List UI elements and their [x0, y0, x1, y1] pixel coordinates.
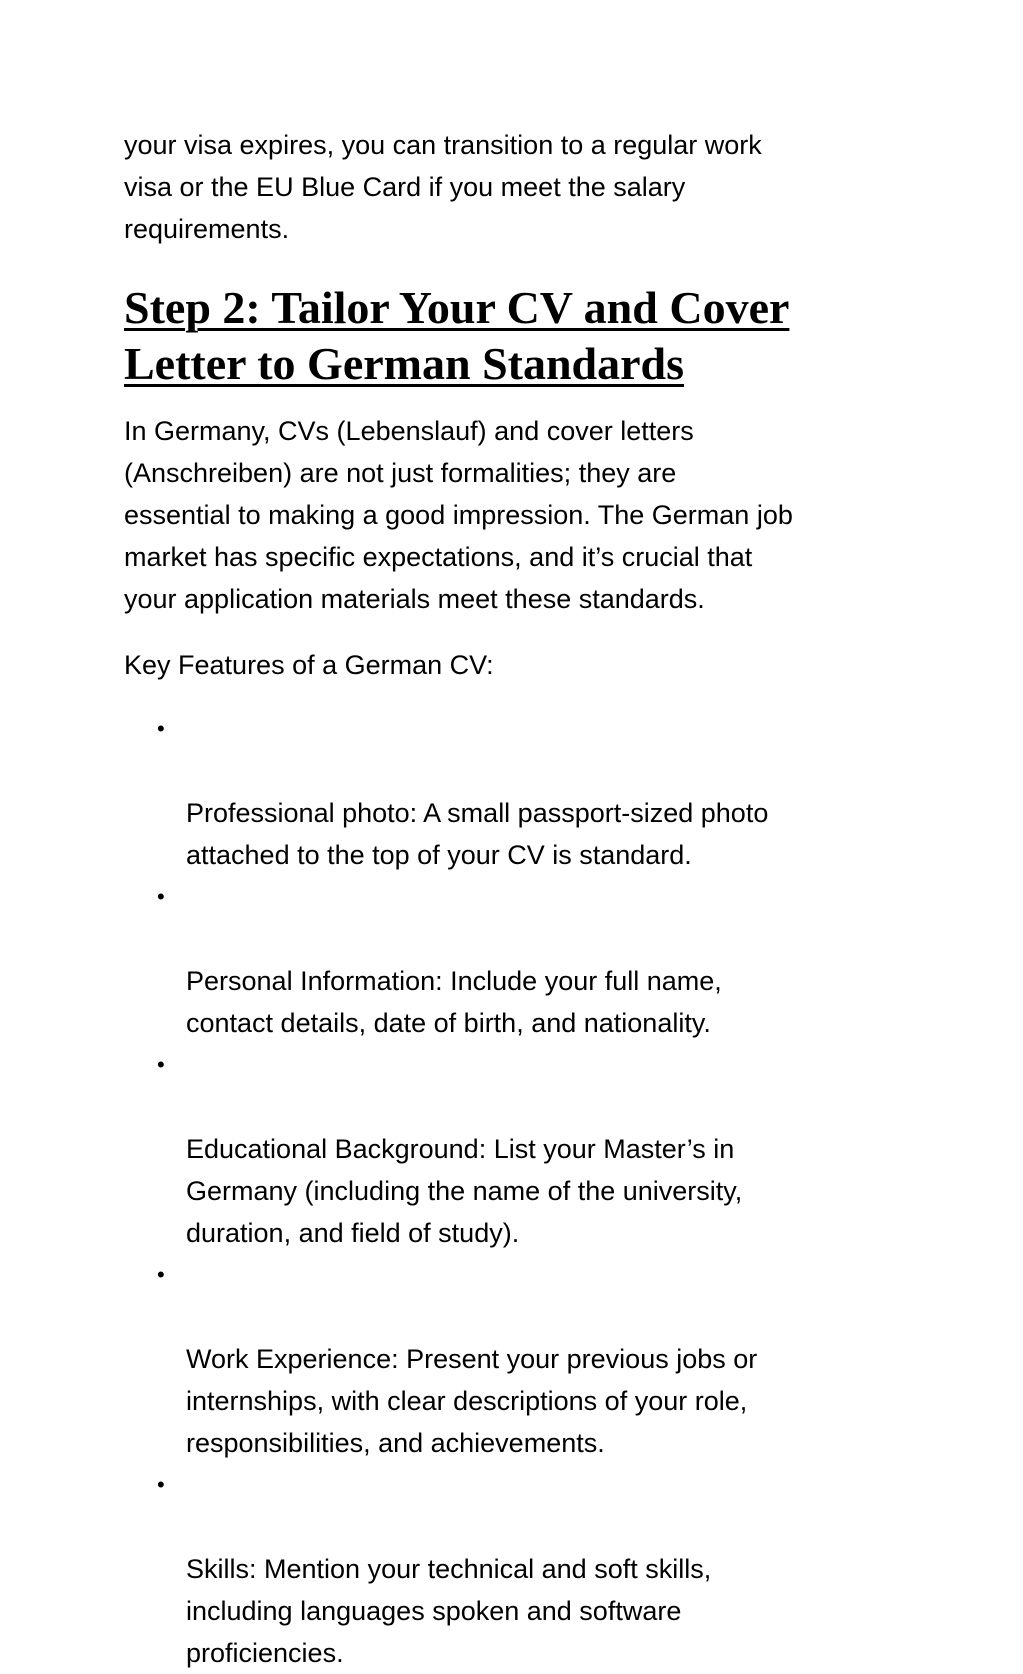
- bullet-icon: •: [157, 716, 165, 741]
- bullet-icon: •: [157, 1052, 165, 1077]
- list-item: [124, 1254, 914, 1464]
- list-item: [124, 1464, 914, 1674]
- intro-paragraph: your visa expires, you can transition to a regular work visa or the EU Blue Card if you meet the salary requirements.: [124, 130, 762, 244]
- list-item-text: Work Experience: Present your previous jobs or internships, with clear descriptions of your role, responsibilities, and achievements.: [186, 1344, 758, 1458]
- body-paragraph: In Germany, CVs (Lebenslauf) and cover letters (Anschreiben) are not just formalities; they are essential to making a good impression. The German job market has specific expectations, and it’s crucial that your application materials meet these standards.: [124, 416, 793, 614]
- bullet-icon: •: [157, 1262, 165, 1287]
- list-item-text: Personal Information: Include your full name, contact details, date of birth, and nationality.: [186, 966, 722, 1038]
- bullet-icon: •: [157, 884, 165, 909]
- features-list: [124, 708, 914, 1674]
- list-item: [124, 1044, 914, 1254]
- bullet-icon: •: [157, 1472, 165, 1497]
- list-item-text: Professional photo: A small passport-sized photo attached to the top of your CV is standard.: [186, 798, 769, 870]
- page-content: [124, 124, 914, 1674]
- key-features-label: Key Features of a German CV:: [124, 650, 494, 680]
- list-item: [124, 876, 914, 1044]
- list-item-text: Skills: Mention your technical and soft skills, including languages spoken and software proficiencies.: [186, 1554, 712, 1668]
- list-item: [124, 708, 914, 876]
- section-heading: Step 2: Tailor Your CV and Cover Letter to German Standards: [124, 282, 790, 389]
- list-item-text: Educational Background: List your Master’s in Germany (including the name of the university, duration, and field of study).: [186, 1134, 743, 1248]
